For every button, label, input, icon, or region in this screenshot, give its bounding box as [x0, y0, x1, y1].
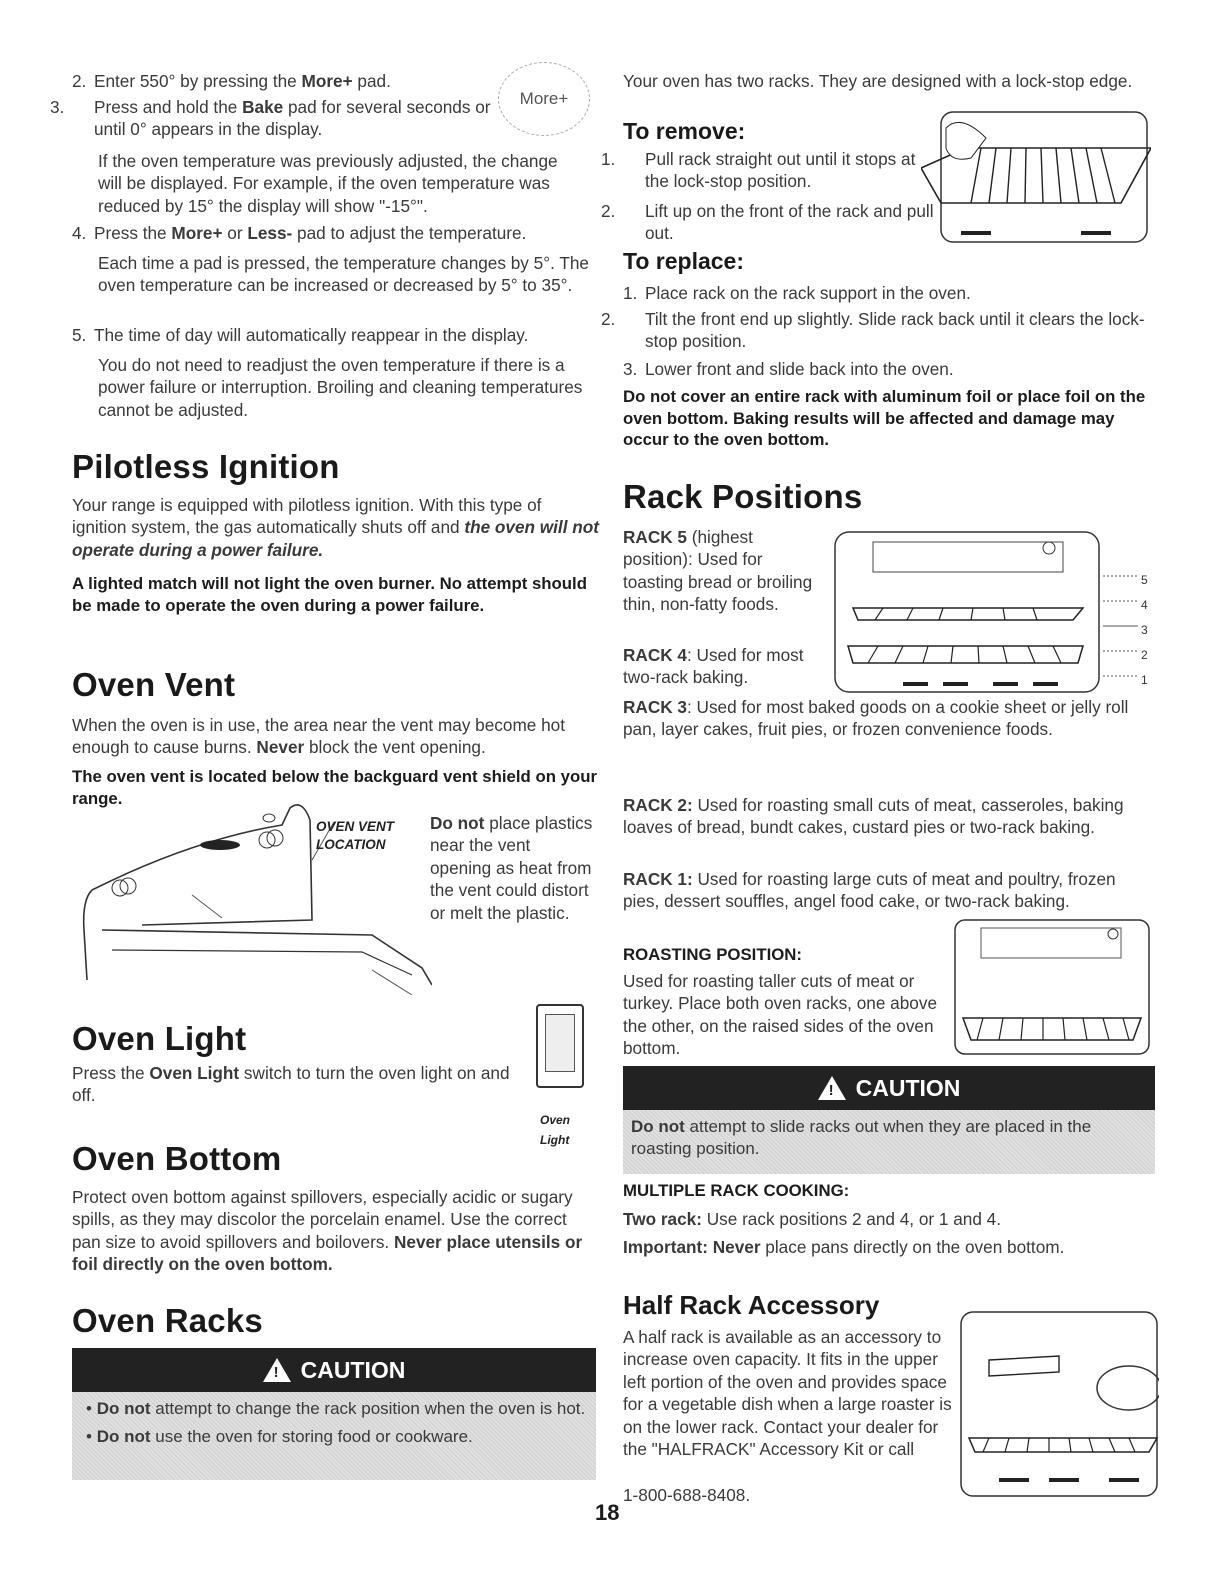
- vent-location-label: OVEN VENT LOCATION: [316, 819, 395, 852]
- step3-note: If the oven temperature was previously adjusted, the change will be displayed. For example, if the oven temperature was reduced by 15° the display will show "-15°".: [98, 151, 558, 216]
- foil-warning: Do not cover an entire rack with aluminum foil or place foil on the oven bottom. Baking results will be affected and damage may occur to the oven bottom.: [623, 387, 1146, 450]
- pilotless-text: Your range is equipped with pilotless ignition. With this type of ignition system, the gas automatically shuts off and the oven will not operate during a power failure.: [72, 495, 599, 560]
- rack4-text: RACK 4: Used for most two-rack baking.: [623, 645, 804, 688]
- bottom-title: Oven Bottom: [72, 1140, 282, 1177]
- rack-positions-title: Rack Positions: [623, 478, 863, 515]
- light-title: Oven Light: [72, 1020, 247, 1057]
- step4-note: Each time a pad is pressed, the temperature changes by 5°. The oven temperature can be increased or decreased by 5° to 35°.: [98, 253, 589, 296]
- racks-caution-header: ! CAUTION: [72, 1348, 596, 1392]
- oven-light-switch-label: Oven Light: [540, 1113, 571, 1147]
- remove-title: To remove:: [623, 118, 746, 144]
- vent-title: Oven Vent: [72, 666, 236, 703]
- more-pad-icon: More+: [498, 62, 590, 136]
- step-2: 2. Enter 550° by pressing the More+ pad.: [72, 71, 391, 91]
- roasting-caution-header: ! CAUTION: [623, 1066, 1155, 1110]
- rack2-text: RACK 2: Used for roasting small cuts of meat, casseroles, baking loaves of bread, bundt cakes, custard pies or two-rack baking.: [623, 795, 1124, 838]
- racks-caution-box: [72, 1392, 596, 1480]
- half-rack-phone: 1-800-688-8408.: [623, 1485, 751, 1505]
- rack3-text: RACK 3: Used for most baked goods on a cookie sheet or jelly roll pan, layer cakes, fruit pies, or frozen convenience foods.: [623, 697, 1129, 740]
- oven-light-switch-icon: [536, 1004, 584, 1088]
- warning-icon: !: [818, 1076, 846, 1100]
- important-text: Important: Never place pans directly on the oven bottom.: [623, 1237, 1065, 1257]
- roasting-caution-box: Do not attempt to slide racks out when they are placed in the roasting position.: [623, 1110, 1155, 1174]
- rack-positions-diagram: [833, 528, 1158, 698]
- pilotless-warning: A lighted match will not light the oven burner. No attempt should be made to operate the oven during a power failure.: [72, 574, 587, 615]
- roasting-position-diagram: [953, 918, 1153, 1058]
- pilotless-title: Pilotless Ignition: [72, 448, 340, 485]
- replace-step: 2. Tilt the front end up slightly. Slide rack back until it clears the lock-stop position.: [601, 309, 1145, 352]
- racks-title: Oven Racks: [72, 1302, 263, 1339]
- rack-position-labels: 5 4 3 2 1: [1141, 573, 1148, 687]
- step-5: 5. The time of day will automatically reappear in the display.: [72, 325, 529, 345]
- half-rack-illustration: [959, 1310, 1159, 1500]
- remove-step: 2. Lift up on the front of the rack and pull out.: [601, 201, 934, 244]
- light-text: Press the Oven Light switch to turn the oven light on and off.: [72, 1063, 510, 1106]
- half-rack-text: A half rack is available as an accessory to increase oven capacity. It fits in the upper left portion of the oven and provides space for a vegetable dish when a large roaster is on the lower rack. Contact your dealer for the "HALFRACK" Accessory Kit or call: [623, 1327, 952, 1460]
- caution-item: • Do not use the oven for storing food or cookware.: [86, 1427, 473, 1446]
- half-rack-title: Half Rack Accessory: [623, 1290, 880, 1320]
- vent-plastic-warning: Do not place plastics near the vent opening as heat from the vent could distort or melt the plastic.: [430, 813, 593, 923]
- caution-item: • Do not attempt to change the rack position when the oven is hot.: [86, 1399, 586, 1418]
- rack1-text: RACK 1: Used for roasting large cuts of meat and poultry, frozen pies, dessert souffles, angel food cake, or two-rack baking.: [623, 869, 1116, 912]
- replace-step: 3. Lower front and slide back into the oven.: [623, 359, 954, 379]
- multiple-rack-title: MULTIPLE RACK COOKING:: [623, 1181, 850, 1200]
- replace-step: 1. Place rack on the rack support in the oven.: [623, 283, 971, 303]
- remove-step: 1. Pull rack straight out until it stops at the lock-stop position.: [601, 149, 916, 192]
- two-rack-text: Two rack: Use rack positions 2 and 4, or 1 and 4.: [623, 1209, 1002, 1229]
- step-4: 4. Press the More+ or Less- pad to adjust the temperature.: [72, 223, 527, 243]
- page-number: 18: [595, 1500, 620, 1525]
- bottom-text: Protect oven bottom against spillovers, especially acidic or sugary spills, as they may discolor the porcelain enamel. Use the correct pan size to avoid spillovers and boilovers. Never place utensils or foil directly on the oven bottom.: [72, 1187, 583, 1275]
- step-3: 3. Press and hold the Bake pad for several seconds or until 0° appears in the display.: [50, 97, 491, 140]
- step5-note: You do not need to readjust the oven temperature if there is a power failure or interruption. Broiling and cleaning temperatures cannot be adjusted.: [98, 355, 583, 420]
- rack-remove-illustration: [921, 108, 1151, 246]
- warning-icon: !: [263, 1358, 291, 1382]
- roasting-text: Used for roasting taller cuts of meat or turkey. Place both oven racks, one above the other, on the raised sides of the oven bottom.: [623, 971, 938, 1059]
- roasting-title: ROASTING POSITION:: [623, 945, 803, 964]
- vent-location-note: The oven vent is located below the backguard vent shield on your range.: [72, 767, 597, 808]
- replace-title: To replace:: [623, 248, 744, 274]
- vent-text: When the oven is in use, the area near the vent may become hot enough to cause burns. Never block the vent opening.: [72, 715, 565, 758]
- racks-intro: Your oven has two racks. They are designed with a lock-stop edge.: [623, 71, 1133, 91]
- rack5-text: RACK 5 (highest position): Used for toasting bread or broiling thin, non-fatty foods.: [623, 527, 813, 615]
